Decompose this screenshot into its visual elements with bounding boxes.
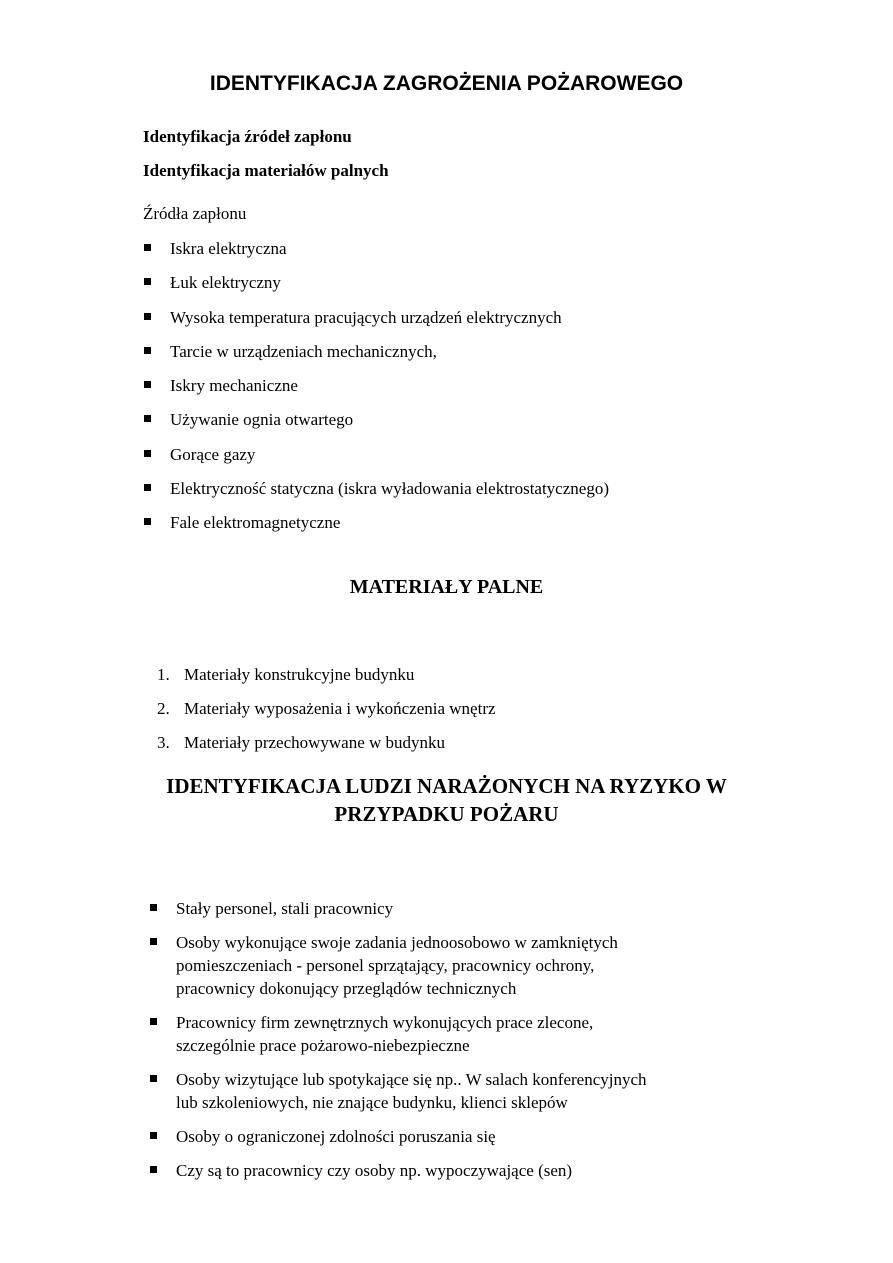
list-item — [149, 1011, 749, 1057]
list-item: Iskry mechaniczne — [143, 374, 609, 408]
list-item — [149, 1068, 749, 1114]
list-item — [149, 931, 749, 1000]
list-item-line: szczególnie prace pożarowo-niebezpieczne — [176, 1036, 470, 1055]
list-item: Fale elektromagnetyczne — [143, 511, 609, 545]
list-item — [157, 697, 496, 731]
list-item-line: Stały personel, stali pracownicy — [176, 899, 394, 918]
list-item — [149, 1159, 749, 1182]
ignition-sources-list — [143, 237, 609, 546]
list-item: Elektryczność statyczna (iskra wyładowania elektrostatycznego) — [143, 477, 609, 511]
list-number: 3. — [157, 733, 170, 752]
list-item: Łuk elektryczny — [143, 271, 609, 305]
list-item-line: pomieszczeniach - personel sprzątający, pracownicy ochrony, — [176, 956, 595, 975]
list-item — [149, 897, 749, 920]
list-item — [149, 1125, 749, 1148]
list-number: 1. — [157, 665, 170, 684]
list-item-line: Pracownicy firm zewnętrznych wykonujących prace zlecone, — [176, 1013, 594, 1032]
heading-line: IDENTYFIKACJA LUDZI NARAŻONYCH NA RYZYKO W — [166, 774, 727, 798]
list-item: Używanie ognia otwartego — [143, 408, 609, 442]
materials-list — [157, 663, 496, 765]
list-item-line: Czy są to pracownicy czy osoby np. wypoczywające (sen) — [176, 1161, 573, 1180]
list-item-line: lub szkoleniowych, nie znające budynku, klienci sklepów — [176, 1093, 568, 1112]
list-item-line: Osoby o ograniczonej zdolności poruszania się — [176, 1127, 496, 1146]
list-item — [157, 731, 496, 765]
heading-line: PRZYPADKU POŻARU — [334, 802, 559, 826]
subheading-flammable-materials: Identyfikacja materiałów palnych — [143, 161, 389, 180]
list-item: Tarcie w urządzeniach mechanicznych, — [143, 340, 609, 374]
people-at-risk-heading — [0, 772, 893, 828]
list-item-text: Materiały wyposażenia i wykończenia wnętrz — [184, 699, 496, 718]
list-item-text: Materiały konstrukcyjne budynku — [184, 665, 415, 684]
list-number: 2. — [157, 699, 170, 718]
ignition-sources-label: Źródła zapłonu — [143, 204, 247, 223]
materials-heading: MATERIAŁY PALNE — [349, 576, 544, 598]
list-item: Gorące gazy — [143, 443, 609, 477]
page-title: IDENTYFIKACJA ZAGROŻENIA POŻAROWEGO — [209, 72, 684, 95]
list-item-line: Osoby wizytujące lub spotykające się np.. W salach konferencyjnych — [176, 1070, 647, 1089]
list-item: Iskra elektryczna — [143, 237, 609, 271]
list-item-line: Osoby wykonujące swoje zadania jednoosobowo w zamkniętych — [176, 933, 618, 952]
list-item-text: Materiały przechowywane w budynku — [184, 733, 446, 752]
list-item-line: pracownicy dokonujący przeglądów technicznych — [176, 979, 517, 998]
list-item — [157, 663, 496, 697]
people-at-risk-list — [149, 897, 749, 1193]
list-item: Wysoka temperatura pracujących urządzeń elektrycznych — [143, 306, 609, 340]
subheading-ignition-sources: Identyfikacja źródeł zapłonu — [143, 127, 352, 146]
